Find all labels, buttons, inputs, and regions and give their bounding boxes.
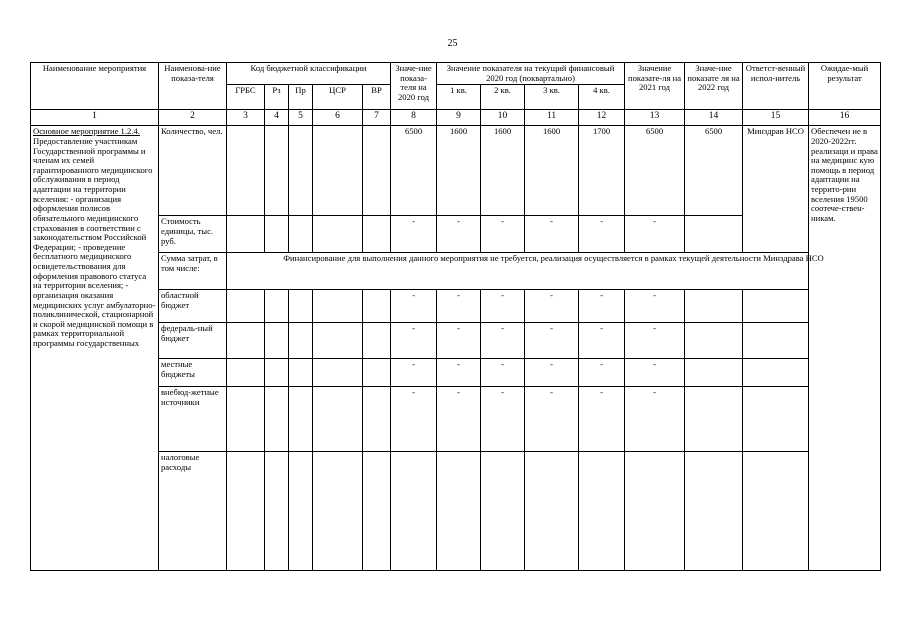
budget-code-cell [313, 290, 363, 323]
responsible-empty [743, 387, 809, 452]
table-row [31, 253, 881, 290]
budget-code-cell [289, 216, 313, 253]
value-q3: 1600 [525, 126, 579, 216]
budget-code-cell [363, 216, 391, 253]
indicator-label: налоговые расходы [159, 452, 227, 571]
table-row [31, 452, 881, 571]
header-current-year: Значение показателя на текущий финансовый 2020 год (поквартально) [437, 63, 625, 85]
value-2020: - [391, 216, 437, 253]
value-2021: - [625, 387, 685, 452]
indicator-label: Сумма затрат, в том числе: [159, 253, 227, 290]
value-2021: - [625, 216, 685, 253]
budget-code-cell [363, 323, 391, 359]
budget-code-cell [313, 126, 363, 216]
value-2021: - [625, 359, 685, 387]
header-expected-result: Ожидае-мый результат [809, 63, 881, 110]
value-2022 [685, 216, 743, 253]
col-num: 12 [579, 110, 625, 126]
budget-code-cell [227, 323, 265, 359]
value-2021: 6500 [625, 126, 685, 216]
value-q2: 1600 [481, 126, 525, 216]
budget-code-cell [289, 452, 313, 571]
col-num: 2 [159, 110, 227, 126]
budget-code-cell [227, 452, 265, 571]
value-q1 [437, 452, 481, 571]
table-row [31, 387, 881, 452]
header-budget-code: Код бюджетной классификации [227, 63, 391, 85]
budget-code-cell [289, 290, 313, 323]
header-value-2022: Значе-ние показате ля на 2022 год [685, 63, 743, 110]
header-value-2021: Значение показате-ля на 2021 год [625, 63, 685, 110]
budget-code-cell [289, 323, 313, 359]
value-2020: - [391, 290, 437, 323]
header-q3: 3 кв. [525, 85, 579, 110]
budget-code-cell [265, 387, 289, 452]
col-num: 3 [227, 110, 265, 126]
responsible-cell: Минздрав НСО [743, 126, 809, 253]
budget-code-cell [313, 216, 363, 253]
value-q4 [579, 452, 625, 571]
financing-note: Финансирование для выполнения данного мероприятия не требуется, реализация осуществляется в рамках текущей деятельности Минздрава НСО [227, 253, 881, 290]
expected-result-cell: Обеспечен ие в 2020-2022гг. реализаци и права на медицинс кую помощь в период адаптации на террито-рии вселения 19500 соотече-ствен-никам. [809, 126, 881, 571]
value-2020: 6500 [391, 126, 437, 216]
value-2022 [685, 290, 743, 323]
budget-code-cell [313, 359, 363, 387]
table-row [31, 323, 881, 359]
indicator-label: Стоимость единицы, тыс. руб. [159, 216, 227, 253]
col-num: 11 [525, 110, 579, 126]
value-2021: - [625, 323, 685, 359]
col-num: 4 [265, 110, 289, 126]
header-grbs: ГРБС [227, 85, 265, 110]
header-csr: ЦСР [313, 85, 363, 110]
budget-code-cell [265, 452, 289, 571]
value-q2: - [481, 216, 525, 253]
budget-code-cell [227, 216, 265, 253]
budget-code-cell [265, 126, 289, 216]
value-2020: - [391, 359, 437, 387]
value-q1: - [437, 323, 481, 359]
value-q4: - [579, 387, 625, 452]
budget-code-cell [227, 387, 265, 452]
col-num: 8 [391, 110, 437, 126]
indicator-label: федераль-ный бюджет [159, 323, 227, 359]
value-q2: - [481, 359, 525, 387]
header-vr: ВР [363, 85, 391, 110]
budget-code-cell [313, 387, 363, 452]
col-num: 13 [625, 110, 685, 126]
col-num: 16 [809, 110, 881, 126]
value-q2: - [481, 290, 525, 323]
budget-code-cell [363, 387, 391, 452]
event-title: Основное мероприятие 1.2.4. [33, 126, 140, 137]
responsible-empty [743, 359, 809, 387]
value-q4: 1700 [579, 126, 625, 216]
value-2020 [391, 452, 437, 571]
header-indicator-name: Наименова-ние показа-теля [159, 63, 227, 110]
budget-code-cell [289, 359, 313, 387]
table-row [31, 126, 881, 216]
value-2021 [625, 452, 685, 571]
value-q4: - [579, 216, 625, 253]
col-num: 6 [313, 110, 363, 126]
col-num: 14 [685, 110, 743, 126]
budget-code-cell [265, 359, 289, 387]
budget-code-cell [227, 359, 265, 387]
program-table [30, 62, 881, 571]
budget-code-cell [265, 216, 289, 253]
table-row [31, 359, 881, 387]
value-2022: 6500 [685, 126, 743, 216]
column-number-row [31, 110, 881, 126]
budget-code-cell [313, 323, 363, 359]
col-num: 7 [363, 110, 391, 126]
value-q1: - [437, 290, 481, 323]
indicator-label: местные бюджеты [159, 359, 227, 387]
header-q1: 1 кв. [437, 85, 481, 110]
value-q3 [525, 452, 579, 571]
responsible-empty [743, 323, 809, 359]
value-q2: - [481, 323, 525, 359]
budget-code-cell [363, 452, 391, 571]
value-2021: - [625, 290, 685, 323]
budget-code-cell [313, 452, 363, 571]
value-q4: - [579, 359, 625, 387]
header-responsible: Ответст-венный испол-нитель [743, 63, 809, 110]
col-num: 10 [481, 110, 525, 126]
responsible-empty [743, 290, 809, 323]
indicator-label: внебюд-жетные источники [159, 387, 227, 452]
value-q3: - [525, 290, 579, 323]
table-row [31, 290, 881, 323]
budget-code-cell [227, 290, 265, 323]
budget-code-cell [289, 126, 313, 216]
col-num: 1 [31, 110, 159, 126]
budget-code-cell [227, 126, 265, 216]
value-q3: - [525, 216, 579, 253]
col-num: 9 [437, 110, 481, 126]
page-number: 25 [447, 38, 458, 49]
value-q1: - [437, 359, 481, 387]
header-row-1 [31, 63, 881, 85]
col-num: 15 [743, 110, 809, 126]
event-cell [31, 126, 159, 571]
col-num: 5 [289, 110, 313, 126]
value-q4: - [579, 290, 625, 323]
budget-code-cell [363, 126, 391, 216]
budget-code-cell [363, 359, 391, 387]
budget-code-cell [289, 387, 313, 452]
value-2022 [685, 359, 743, 387]
value-2022 [685, 452, 743, 571]
header-pr: Пр [289, 85, 313, 110]
value-2020: - [391, 387, 437, 452]
header-q4: 4 кв. [579, 85, 625, 110]
value-q1: - [437, 387, 481, 452]
budget-code-cell [363, 290, 391, 323]
header-value-2020: Значе-ние показа-теля на 2020 год [391, 63, 437, 110]
value-q2 [481, 452, 525, 571]
indicator-label: Количество, чел. [159, 126, 227, 216]
value-2020: - [391, 323, 437, 359]
indicator-label: областной бюджет [159, 290, 227, 323]
value-q1: 1600 [437, 126, 481, 216]
value-2022 [685, 323, 743, 359]
value-q3: - [525, 323, 579, 359]
value-q1: - [437, 216, 481, 253]
header-event-name: Наименование мероприятия [31, 63, 159, 110]
responsible-empty [743, 452, 809, 571]
value-q2: - [481, 387, 525, 452]
header-rz: Рз [265, 85, 289, 110]
value-q3: - [525, 359, 579, 387]
budget-code-cell [265, 323, 289, 359]
event-description: Предоставление участникам Государственной программы и членам их семей гарантированного медицинского обслуживания в период адаптации на территории вселения: - организация оформления полисов обязательного медицинского страхования в соответствии с законодательством Российской Федерации; - проведение бесплатного медицинского освидетельствования для оформления правового статуса на территории вселения; - организация оказания медицинских услуг амбулаторно-поликлинической, стационарной и скорой медицинской помощи в рамках территориальной программы государственных [33, 135, 156, 348]
value-q4: - [579, 323, 625, 359]
header-q2: 2 кв. [481, 85, 525, 110]
value-q3: - [525, 387, 579, 452]
budget-code-cell [265, 290, 289, 323]
value-2022 [685, 387, 743, 452]
